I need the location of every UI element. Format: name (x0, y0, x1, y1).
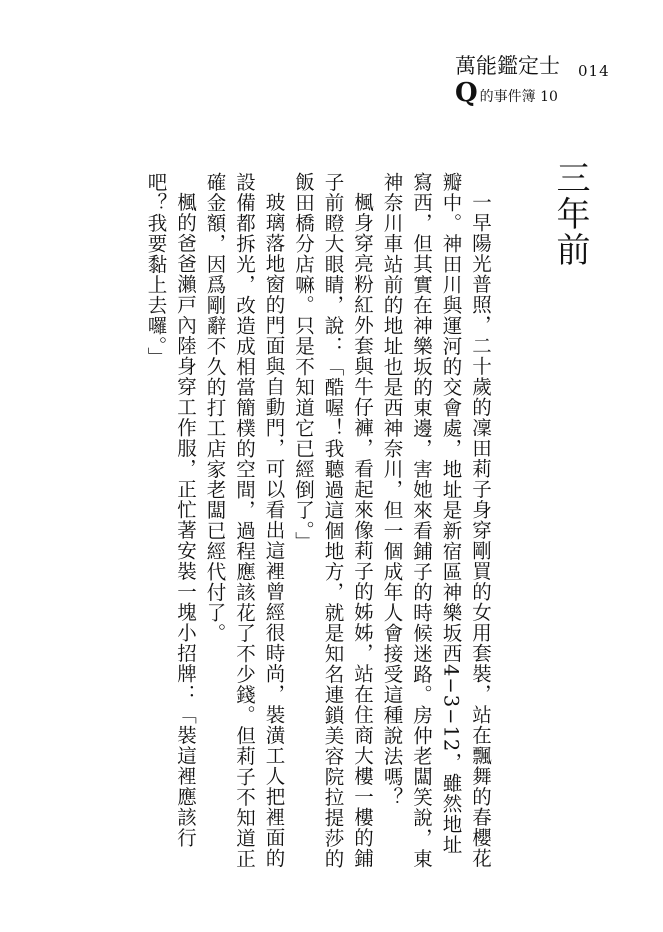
paragraph-3: 玻璃落地窗的門面與自動門，可以看出這裡曾經很時尚，裝潢工人把裡面的設備都拆光，改造成相當簡樸的空間，過程應該花了不少錢。但莉子不知道正確金額，因爲剛辭不久的打工店家老闆已經代付了。 (203, 172, 286, 869)
chapter-title: 三年前 (550, 160, 590, 268)
body-text (90, 172, 495, 872)
paragraph-4: 楓的爸爸瀨戸內陸身穿工作服，正忙著安裝一塊小招牌：「裝這裡應該行吧？我要黏上去囉。」 (144, 172, 197, 848)
page-number: 014 (578, 62, 610, 80)
paragraph-1: 一早陽光普照，二十歲的凜田莉子身穿剛買的女用套裝，站在飄舞的春櫻花瓣中。神田川與運河的交會處，地址是新宿區神樂坂西4−3−12，雖然地址寫西，但其實在神樂坂的東邊，害她來看鋪子的時候迷路。房仲老闆笑說，東神奈川車站前的地址也是西神奈川，但一個成年人會接受這種說法嗎？ (380, 172, 492, 869)
paragraph-2: 楓身穿亮粉紅外套與牛仔褲，看起來像莉子的姊姊，站在住商大樓一樓的鋪子前瞪大眼睛，說：「酷喔！我聽過這個地方，就是知名連鎖美容院拉提莎的飯田橋分店嘛。只是不知道它已經倒了。」 (292, 172, 374, 869)
running-header-q-letter: Q (455, 78, 478, 108)
running-header-subtitle-block (455, 80, 558, 106)
running-header-book-title: 萬能鑑定士 (455, 54, 560, 78)
running-header-subtitle: 的事件簿 10 (479, 89, 558, 105)
